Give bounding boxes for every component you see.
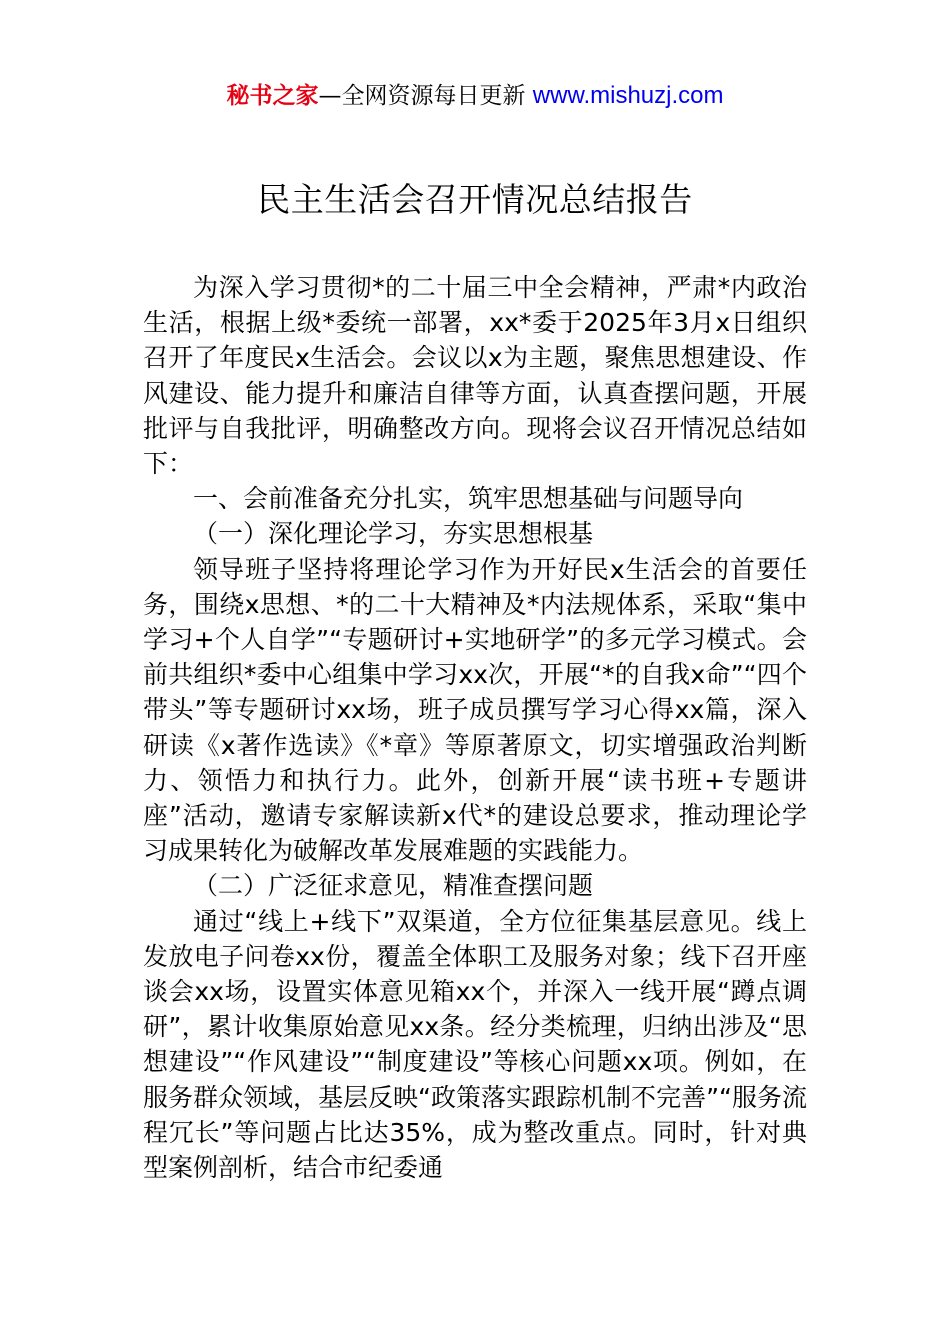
- section-heading-1: 一、会前准备充分扎实，筑牢思想基础与问题导向: [193, 484, 744, 514]
- sub-heading-1: （一）深化理论学习，夯实思想根基: [193, 519, 594, 549]
- intro-paragraph: 为深入学习贯彻*的二十届三中全会精神，严肃*内政治生活，根据上级*委统一部署，xx*委于2025年3月x日组织召开了年度民x生活会。会议以x为主题，聚焦思想建设、作风建设、能力提升和廉洁自律等方面，认真查摆问题，开展批评与自我批评，明确整改方向。现将会议召开情况总结如下：: [143, 273, 807, 479]
- document-title: 民主生活会召开情况总结报告: [257, 180, 693, 219]
- sub-heading-2: （二）广泛征求意见，精准查摆问题: [193, 871, 594, 901]
- site-tagline: —全网资源每日更新: [318, 83, 533, 109]
- site-url-link[interactable]: www.mishuzj.com: [532, 82, 724, 109]
- document-body: [143, 270, 807, 1185]
- site-brand: 秘书之家: [226, 83, 319, 109]
- body-paragraph-theory-study: 领导班子坚持将理论学习作为开好民x生活会的首要任务，围绕x思想、*的二十大精神及*内法规体系，采取“集中学习+个人自学”“专题研讨+实地研学”的多元学习模式。会前共组织*委中心组集中学习xx次，开展“*的自我x命”“四个带头”等专题研讨xx场，班子成员撰写学习心得xx篇，深入研读《x著作选读》《*章》等原著原文，切实增强政治判断力、领悟力和执行力。此外，创新开展“读书班+专题讲座”活动，邀请专家解读新x代*的建设总要求，推动理论学习成果转化为破解改革发展难题的实践能力。: [143, 554, 807, 866]
- body-paragraph-opinions: 通过“线上+线下”双渠道，全方位征集基层意见。线上发放电子问卷xx份，覆盖全体职工及服务对象；线下召开座谈会xx场，设置实体意见箱xx个，并深入一线开展“蹲点调研”，累计收集原始意见xx条。经分类梳理，归纳出涉及“思想建设”“作风建设”“制度建设”等核心问题xx项。例如，在服务群众领域，基层反映“政策落实跟踪机制不完善”“服务流程冗长”等问题占比达35%，成为整改重点。同时，针对典型案例剖析，结合市纪委通: [143, 906, 807, 1183]
- site-header: [0, 80, 950, 112]
